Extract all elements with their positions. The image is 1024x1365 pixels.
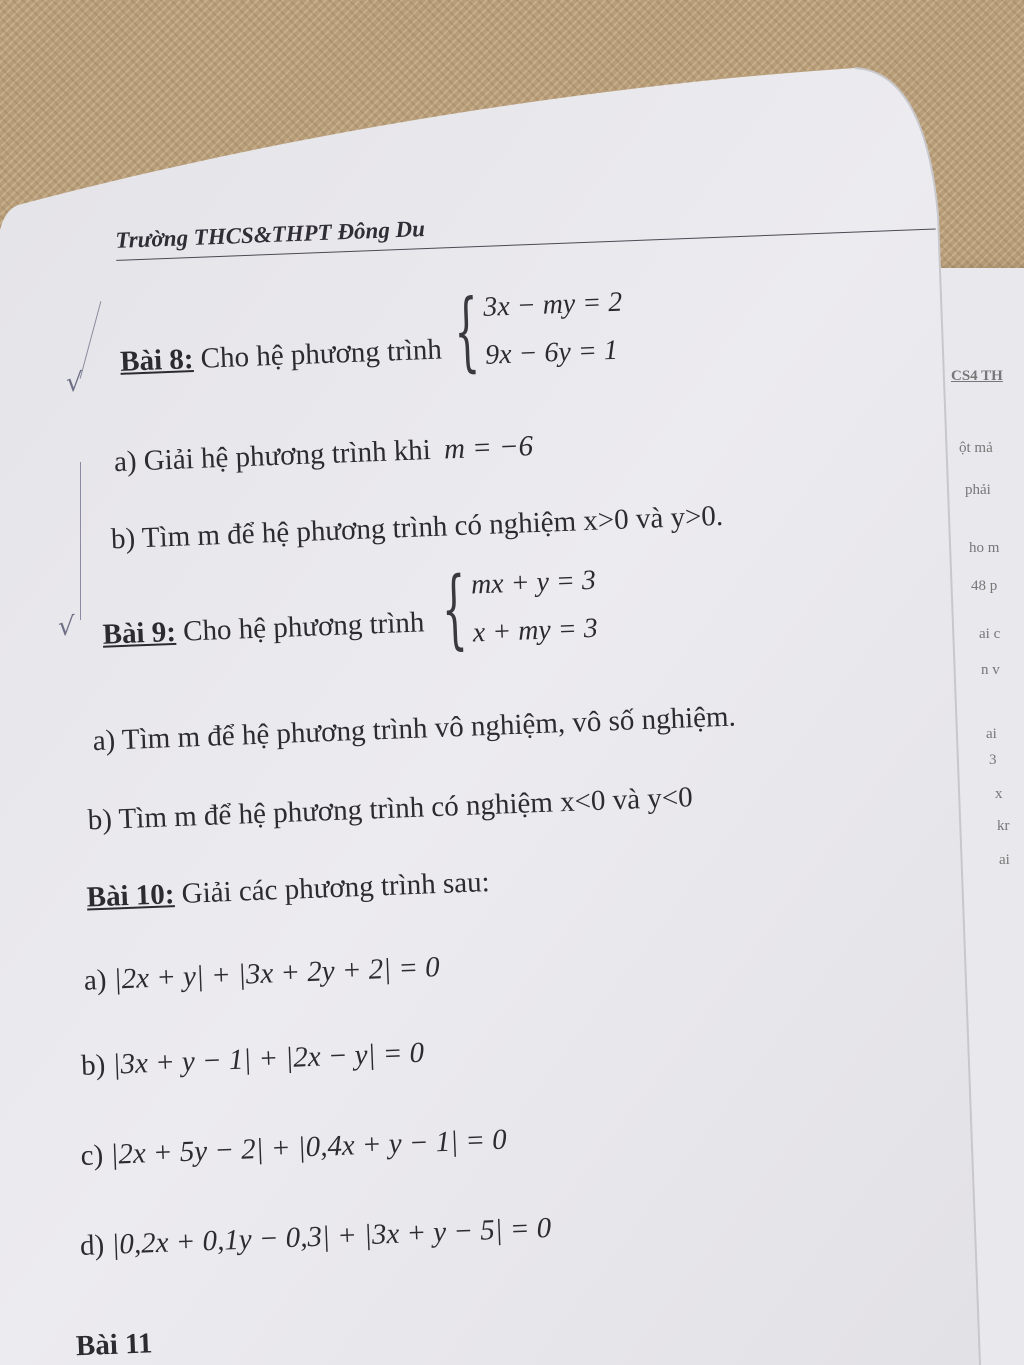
back-page-fragment: 3	[989, 752, 997, 768]
bai10-item-b	[81, 1037, 425, 1083]
school-header: Trường THCS&THPT Đông Du	[115, 216, 426, 253]
bai10-item-expr: |3x + y − 1| + |2x − y| = 0	[111, 1036, 425, 1081]
bai10-intro: Giải các phương trình sau:	[181, 866, 491, 910]
bai10-item-a	[83, 951, 440, 998]
bai10-item-prefix: d)	[79, 1229, 105, 1263]
page-content	[60, 116, 986, 1364]
bai8-system	[452, 279, 624, 382]
back-page-fragment: ho m	[969, 540, 1000, 556]
bai10-item-prefix: c)	[80, 1139, 104, 1172]
back-page-fragment: ai	[999, 852, 1010, 868]
bai9-label: Bài 9:	[102, 615, 177, 651]
bai9-eq2: x + my = 3	[472, 612, 599, 649]
back-page-fragment: phải	[965, 482, 991, 498]
bai10-item-prefix: b)	[80, 1048, 106, 1082]
bai8-eq2: 9x − 6y = 1	[484, 334, 619, 371]
bai10-item-prefix: a)	[83, 963, 108, 997]
bai9-part-a: a) Tìm m để hệ phương trình vô nghiệm, vô số nghiệm.	[92, 700, 737, 758]
bai8-part-a-text: a) Giải hệ phương trình khi	[113, 434, 432, 479]
back-page-fragment: x	[995, 786, 1003, 802]
back-page-fragment: ột mả	[959, 440, 993, 456]
bai9-eq1: mx + y = 3	[470, 564, 597, 601]
brace-icon: {	[440, 558, 469, 660]
bai10-label: Bài 10:	[86, 878, 176, 914]
bai8-heading	[120, 334, 443, 379]
bai10-item-expr: |2x + y| + |3x + 2y + 2| = 0	[113, 951, 441, 996]
bai8-part-b: b) Tìm m để hệ phương trình có nghiệm x>0 và y>0.	[110, 499, 724, 556]
back-page-fragment: ai c	[979, 626, 1001, 642]
checkmark-icon: √	[66, 368, 83, 398]
bai9-heading	[102, 606, 425, 651]
bai10-heading	[86, 866, 490, 914]
bai8-eq1: 3x − my = 2	[482, 286, 623, 323]
bai10-item-c	[80, 1124, 507, 1173]
bai10-item-expr: |0,2x + 0,1y − 0,3| + |3x + y − 5| = 0	[110, 1211, 552, 1261]
brace-icon: {	[452, 281, 481, 382]
bai9-system	[440, 557, 599, 660]
back-page-fragment: kr	[997, 818, 1010, 834]
back-page-fragment: n v	[981, 662, 1000, 678]
back-page-fragment: CS4 TH	[951, 368, 1003, 384]
bai8-part-a-math: m = −6	[443, 430, 534, 466]
back-page-fragment: ai	[986, 726, 997, 742]
bai9-intro: Cho hệ phương trình	[182, 606, 425, 648]
bai10-item-expr: |2x + 5y − 2| + |0,4x + y − 1| = 0	[109, 1123, 508, 1171]
bai10-item-d	[79, 1212, 551, 1263]
back-page-fragment: 48 p	[971, 578, 998, 594]
bai8-intro: Cho hệ phương trình	[200, 333, 443, 375]
bai8-label: Bài 8:	[119, 343, 195, 378]
bai8-part-a	[113, 430, 533, 479]
checkmark-icon: √	[58, 612, 75, 642]
bai11-label: Bài 11	[75, 1327, 154, 1363]
bai9-part-b: b) Tìm m để hệ phương trình có nghiệm x<0 và y<0	[87, 781, 694, 837]
